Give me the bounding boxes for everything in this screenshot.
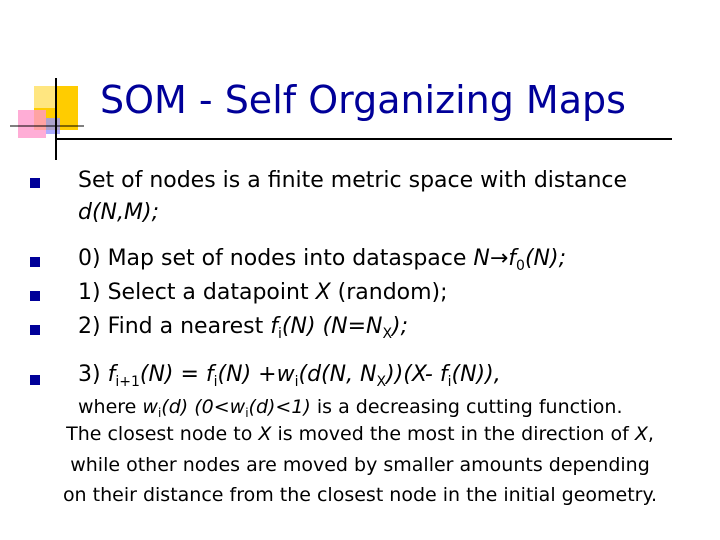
bullet-5-text: 3)	[78, 362, 108, 387]
paragraph-1-pre: The closest node to	[66, 423, 259, 445]
bullet-1-text: Set of nodes is a finite metric space with distance	[78, 168, 628, 193]
bullet-5-mid1: (N) = f	[139, 362, 214, 387]
where-mid2: (d)<1)	[248, 396, 311, 418]
title-underline	[56, 138, 672, 140]
bullet-3-var: X	[315, 280, 331, 305]
where-w: w	[142, 396, 158, 418]
where-wsub: i	[157, 406, 162, 420]
bullet-2-math: N→f	[473, 246, 517, 271]
bullet-4-mid: (N) (N=N	[281, 314, 383, 339]
bullet-4-line	[78, 314, 409, 342]
bullet-5-f1: f	[107, 362, 116, 387]
bullet-5-wsub: i	[294, 374, 299, 390]
bullet-1-line-2	[78, 202, 159, 224]
bullet-4-end: );	[392, 314, 409, 339]
paragraph-line-3: on their distance from the closest node in the initial geometry.	[62, 484, 658, 506]
where-post: is a decreasing cutting function.	[310, 396, 623, 418]
bullet-3-text: 1) Select a datapoint	[78, 280, 316, 305]
bullet-marker	[30, 325, 40, 335]
bullet-5-mid2: (N) +w	[217, 362, 295, 387]
bullet-marker	[30, 375, 40, 385]
bullet-4-fsub: i	[278, 326, 282, 342]
paragraph-1-mid: is moved the most in the direction of	[271, 423, 635, 445]
where-wsub2: i	[245, 406, 249, 420]
bullet-1-line-1	[78, 170, 627, 192]
bullet-marker	[30, 257, 40, 267]
paragraph-1-x1: X	[258, 423, 272, 445]
where-pre: where	[78, 396, 143, 418]
bullet-4-f: f	[270, 314, 279, 339]
bullet-marker	[30, 291, 40, 301]
bullet-2-sub: 0	[516, 258, 525, 274]
where-mid: (d) (0<w	[161, 396, 246, 418]
bullet-2-post: (N);	[524, 246, 566, 271]
bullet-3-line	[78, 282, 448, 304]
bullet-5-f1sub: i+1	[115, 374, 140, 390]
bullet-5-mid3: (d(N, N	[298, 362, 377, 387]
slide-title: SOM - Self Organizing Maps	[100, 78, 626, 122]
logo-yellow-square-light	[34, 86, 56, 108]
logo-pink-square	[18, 110, 46, 138]
bullet-5-f3sub: i	[447, 374, 452, 390]
bullet-5-mid4: ))(X- f	[386, 362, 448, 387]
bullet-5-f2sub: i	[213, 374, 218, 390]
bullet-1-distance: d(N,M);	[78, 200, 159, 225]
where-clause	[78, 396, 623, 418]
bullet-2-line	[78, 246, 566, 274]
paragraph-line-1	[20, 425, 700, 444]
bullet-5-xsub: X	[376, 374, 387, 390]
bullet-4-text: 2) Find a nearest	[78, 314, 271, 339]
bullet-3-post: (random);	[330, 280, 448, 305]
bullet-2-text: 0) Map set of nodes into dataspace	[78, 246, 474, 271]
paragraph-line-2: while other nodes are moved by smaller amounts depending	[70, 454, 650, 476]
bullet-marker	[30, 178, 40, 188]
bullet-5-end: (N)),	[451, 362, 501, 387]
paragraph-1-end: ,	[647, 423, 654, 445]
bullet-4-xsub: X	[382, 326, 393, 342]
bullet-5-line	[78, 362, 501, 390]
paragraph-1-x2: X	[634, 423, 648, 445]
